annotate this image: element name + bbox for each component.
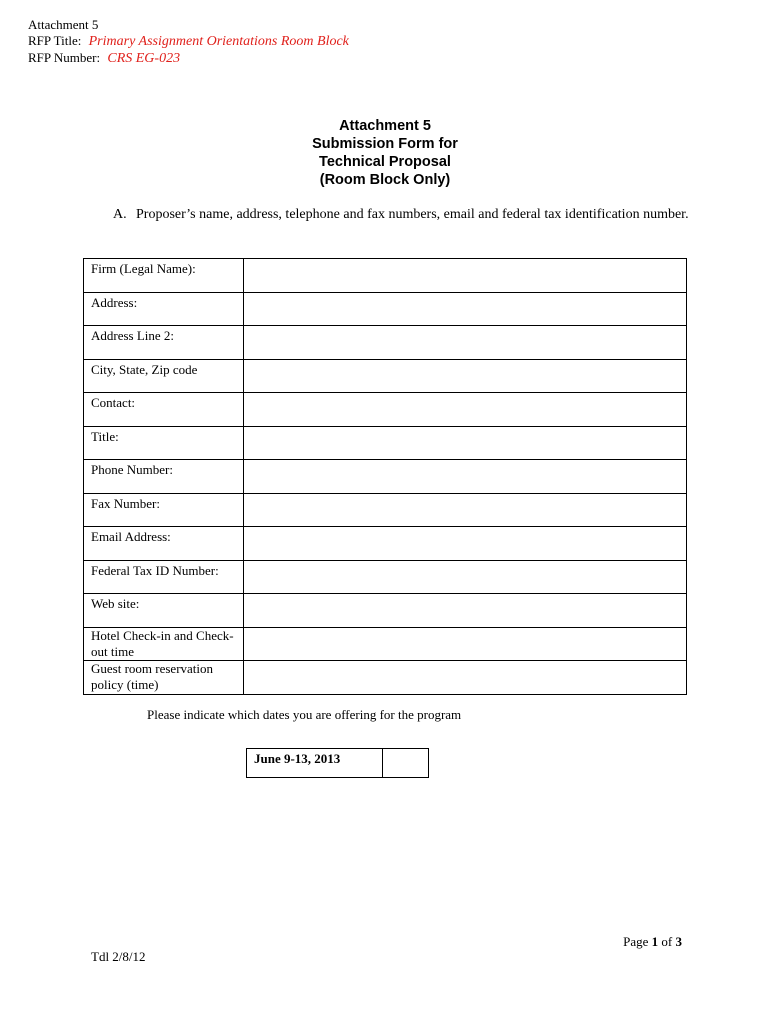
field-label-address-line-2: Address Line 2: (84, 326, 244, 360)
field-value-city-state-zip[interactable] (244, 359, 687, 393)
rfp-title-value: Primary Assignment Orientations Room Block (88, 34, 349, 49)
field-value-email[interactable] (244, 527, 687, 561)
rfp-title-label: RFP Title: (28, 33, 82, 48)
table-row (84, 560, 687, 594)
field-label-address: Address: (84, 292, 244, 326)
page-current: 1 (651, 934, 659, 949)
field-value-contact[interactable] (244, 393, 687, 427)
table-row (84, 359, 687, 393)
field-value-fax[interactable] (244, 493, 687, 527)
table-row (84, 292, 687, 326)
field-label-title: Title: (84, 426, 244, 460)
dates-prompt: Please indicate which dates you are offering for the program (147, 707, 462, 722)
page-total: 3 (675, 934, 682, 949)
table-row (84, 527, 687, 561)
field-label-website: Web site: (84, 594, 244, 628)
rfp-number-value: CRS EG-023 (107, 51, 181, 66)
field-value-address-line-2[interactable] (244, 326, 687, 360)
document-header (28, 17, 349, 67)
table-row (84, 661, 687, 695)
title-line: Technical Proposal (319, 154, 451, 170)
field-value-phone[interactable] (244, 460, 687, 494)
field-value-title[interactable] (244, 426, 687, 460)
field-value-check-in-out[interactable] (244, 627, 687, 661)
table-row (247, 749, 429, 778)
field-label-contact: Contact: (84, 393, 244, 427)
table-row (84, 393, 687, 427)
table-row (84, 493, 687, 527)
title-line: (Room Block Only) (319, 172, 451, 188)
page-number (623, 934, 682, 950)
revision-footer: Tdl 2/8/12 (91, 949, 146, 964)
date-option-label: June 9-13, 2013 (247, 749, 383, 778)
proposer-info-table (83, 258, 687, 695)
field-label-tax-id: Federal Tax ID Number: (84, 560, 244, 594)
table-row (84, 460, 687, 494)
rfp-number-label: RFP Number: (28, 50, 101, 65)
title-line: Attachment 5 (339, 118, 431, 134)
field-value-firm[interactable] (244, 259, 687, 293)
header-rfp-number (28, 50, 349, 67)
table-row (84, 426, 687, 460)
page-prefix: Page (623, 934, 649, 949)
header-attachment: Attachment 5 (28, 17, 99, 32)
section-text: Proposer’s name, address, telephone and fax numbers, email and federal tax identification number. (136, 207, 689, 222)
title-line: Submission Form for (312, 136, 458, 152)
table-row (84, 259, 687, 293)
field-value-address[interactable] (244, 292, 687, 326)
field-label-reservation-policy: Guest room reservation policy (time) (84, 661, 244, 695)
field-label-firm: Firm (Legal Name): (84, 259, 244, 293)
field-value-website[interactable] (244, 594, 687, 628)
table-row (84, 627, 687, 661)
field-label-fax: Fax Number: (84, 493, 244, 527)
field-label-check-in-out: Hotel Check-in and Check-out time (84, 627, 244, 661)
page-of: of (661, 934, 673, 949)
section-number: A. (113, 207, 127, 222)
field-label-phone: Phone Number: (84, 460, 244, 494)
dates-table (246, 748, 429, 778)
field-label-email: Email Address: (84, 527, 244, 561)
form-title (0, 117, 770, 189)
table-row (84, 326, 687, 360)
field-label-city-state-zip: City, State, Zip code (84, 359, 244, 393)
header-rfp-title (28, 33, 349, 50)
table-row (84, 594, 687, 628)
field-value-tax-id[interactable] (244, 560, 687, 594)
field-value-reservation-policy[interactable] (244, 661, 687, 695)
date-option-checkbox[interactable] (383, 749, 429, 778)
